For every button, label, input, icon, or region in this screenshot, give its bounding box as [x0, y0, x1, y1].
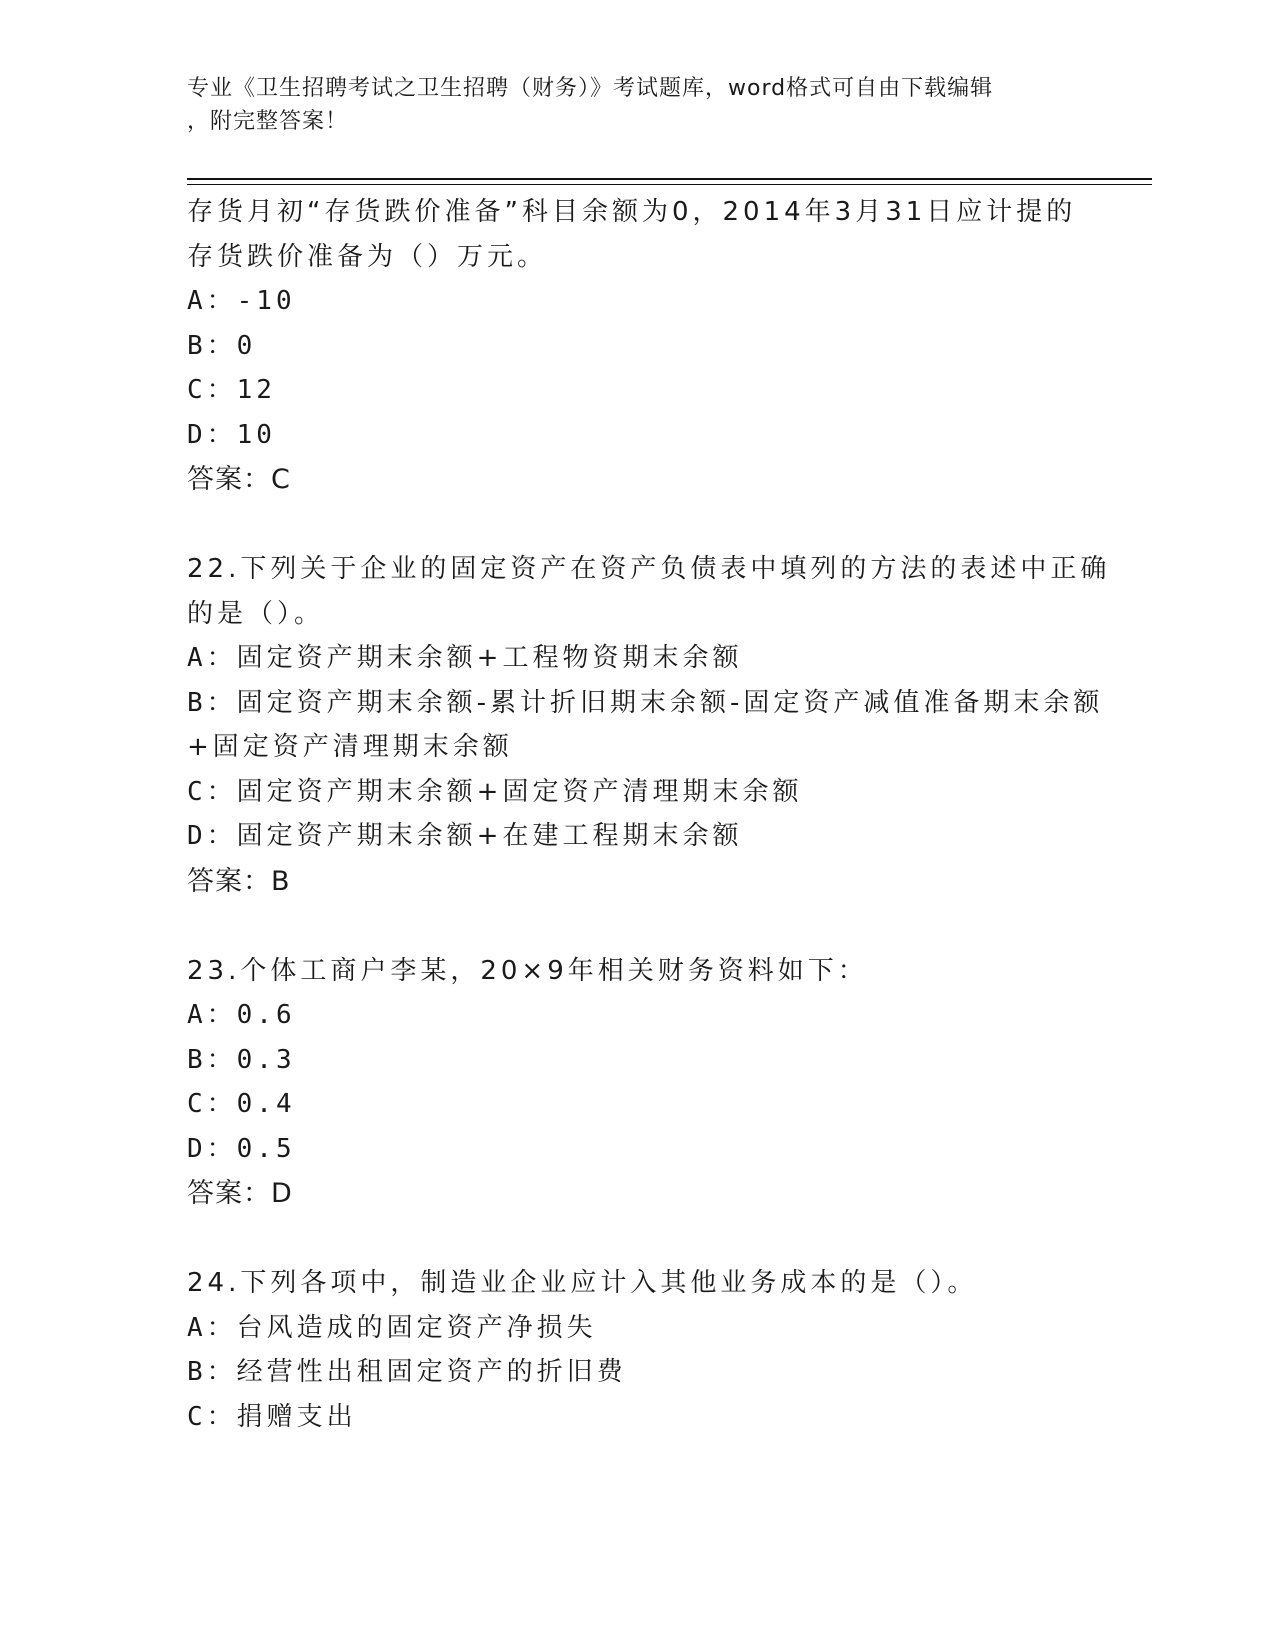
- option-key: B：: [187, 1044, 237, 1075]
- option-c: [187, 1082, 1087, 1127]
- option-key: C：: [187, 1401, 237, 1432]
- option-b: [187, 681, 1104, 726]
- option-key: D：: [187, 1133, 237, 1164]
- option-key: C：: [187, 1089, 237, 1119]
- option-key: A：: [187, 1312, 237, 1343]
- option-text: 0.5: [236, 1133, 296, 1164]
- answer: 答案：B: [187, 865, 291, 897]
- question-22: [187, 547, 1111, 905]
- spacer: [187, 1217, 1087, 1261]
- option-key: A：: [187, 1000, 237, 1030]
- option-key: A：: [187, 286, 237, 316]
- answer: 答案：D: [187, 1178, 293, 1209]
- option-c: [187, 368, 1087, 413]
- question-23: [187, 949, 1087, 1218]
- option-key: A：: [187, 643, 237, 673]
- option-text: 经营性出租固定资产的折旧费: [236, 1357, 627, 1387]
- option-text: 0.4: [236, 1089, 296, 1119]
- question-21: [187, 190, 1087, 503]
- option-text: 0: [236, 330, 257, 361]
- question-24: [187, 1261, 1087, 1439]
- option-text: 固定资产期末余额+固定资产清理期末余额: [236, 776, 803, 807]
- option-text: 固定资产期末余额-累计折旧期末余额-固定资产减值准备期末余额: [236, 687, 1104, 718]
- document-header: [187, 72, 1067, 138]
- header-divider-thin: [187, 184, 1152, 185]
- question-stem: 23.个体工商户李某，20×9年相关财务资料如下：: [187, 955, 868, 986]
- option-a: [187, 993, 1087, 1038]
- option-b-continued: +固定资产清理期末余额: [187, 732, 513, 762]
- option-d: [187, 413, 1087, 458]
- option-key: B：: [187, 1357, 237, 1387]
- header-divider-thick: [187, 178, 1152, 180]
- option-d: [187, 814, 1087, 859]
- question-stem: 的是（）。: [187, 598, 325, 629]
- option-text: 台风造成的固定资产净损失: [236, 1312, 597, 1343]
- question-stem: 24.下列各项中，制造业企业应计入其他业务成本的是（）。: [187, 1268, 978, 1298]
- spacer: [187, 905, 1087, 949]
- option-a: [187, 636, 1087, 681]
- option-text: 12: [236, 375, 276, 405]
- option-text: 0.6: [236, 1000, 296, 1030]
- question-stem: 22.下列关于企业的固定资产在资产负债表中填列的方法的表述中正确: [187, 554, 1111, 584]
- option-b: [187, 1038, 1087, 1083]
- option-key: C：: [187, 776, 237, 807]
- header-line-1: 专业《卫生招聘考试之卫生招聘（财务）》考试题库，word格式可自由下载编辑: [187, 76, 994, 101]
- option-text: 0.3: [236, 1044, 296, 1075]
- option-key: D：: [187, 821, 237, 851]
- option-text: -10: [236, 286, 296, 316]
- option-c: [187, 770, 1087, 815]
- option-key: B：: [187, 330, 237, 361]
- question-list: [187, 190, 1111, 1439]
- option-a: [187, 1306, 1087, 1351]
- question-stem: 存货跌价准备为（）万元。: [187, 241, 548, 272]
- option-text: 10: [236, 419, 276, 450]
- option-d: [187, 1127, 1087, 1172]
- answer: 答案：C: [187, 464, 291, 495]
- option-text: 固定资产期末余额+工程物资期末余额: [236, 643, 743, 673]
- question-stem: 存货月初“存货跌价准备”科目余额为0，2014年3月31日应计提的: [187, 197, 1077, 227]
- option-key: C：: [187, 375, 237, 405]
- option-text: 固定资产期末余额+在建工程期末余额: [236, 821, 743, 851]
- spacer: [187, 503, 1087, 547]
- option-b: [187, 1350, 1087, 1395]
- option-c: [187, 1395, 1087, 1440]
- option-a: [187, 279, 1087, 324]
- option-text: 捐赠支出: [236, 1401, 357, 1432]
- header-line-2: ，附完整答案！: [187, 109, 349, 134]
- option-key: D：: [187, 419, 237, 450]
- option-key: B：: [187, 687, 237, 718]
- option-b: [187, 324, 1087, 369]
